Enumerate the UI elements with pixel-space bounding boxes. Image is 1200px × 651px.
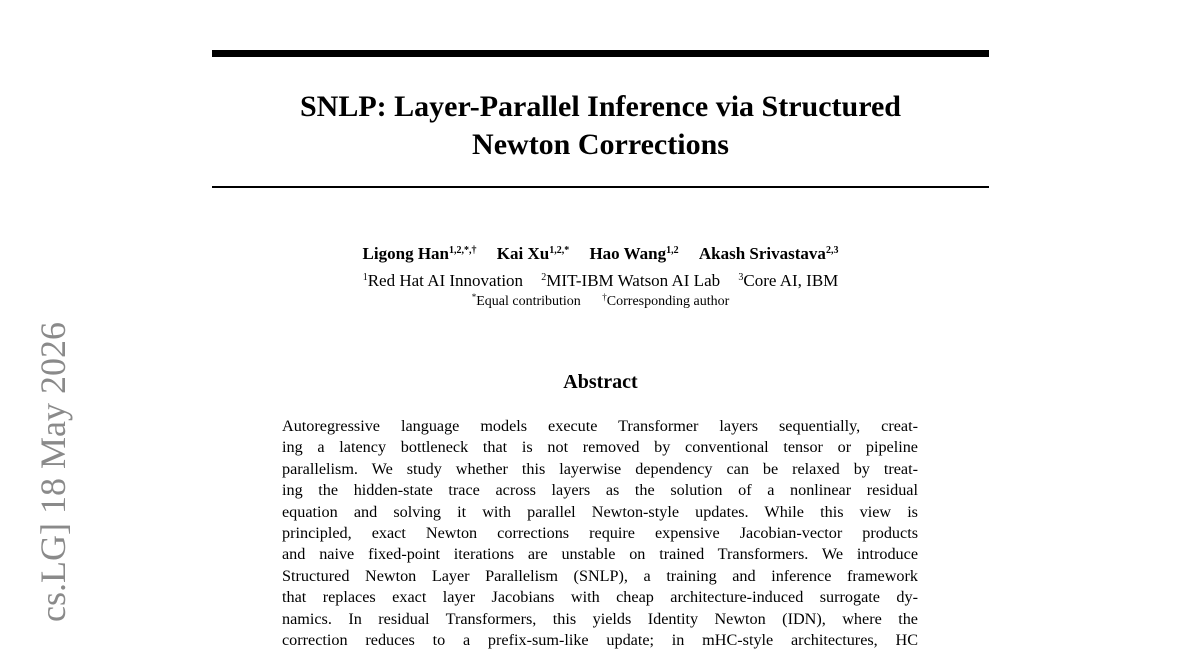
author	[699, 244, 839, 263]
title-bottom-rule	[212, 186, 989, 188]
author-affiliation-marks: 1,2,*	[549, 245, 570, 256]
abstract-line: and naive fixed-point iterations are unstable on trained Transformers. We introduce	[282, 545, 918, 564]
author-affiliation-marks: 1,2,*,†	[449, 245, 477, 256]
affiliation-name: MIT-IBM Watson AI Lab	[546, 271, 721, 290]
author	[589, 244, 678, 263]
affiliation-list	[212, 270, 989, 292]
arxiv-sidebar-stamp: cs.LG] 18 May 2026	[33, 322, 73, 622]
affiliation-mark: 1	[362, 272, 368, 283]
title-line-2: Newton Corrections	[472, 128, 729, 161]
paper-title	[212, 88, 989, 164]
abstract-line: Structured Newton Layer Parallelism (SNLP), a training and inference framework	[282, 566, 918, 585]
abstract-line: equation and solving it with parallel Newton-style updates. While this view is	[282, 502, 918, 521]
title-top-rule	[212, 50, 989, 57]
abstract-line: correction reduces to a prefix-sum-like update; in mHC-style architectures, HC	[282, 631, 918, 650]
abstract-heading: Abstract	[563, 371, 638, 393]
abstract-line: Autoregressive language models execute Transformer layers sequentially, creat-	[282, 417, 918, 435]
note-mark: †	[602, 292, 607, 302]
author-name: Hao Wang	[589, 244, 667, 263]
affiliation	[363, 271, 523, 290]
affiliation	[738, 271, 838, 290]
affiliation-name: Red Hat AI Innovation	[367, 271, 524, 290]
author-notes	[212, 293, 989, 311]
abstract-line: namics. In residual Transformers, this yields Identity Newton (IDN), where the	[282, 609, 918, 628]
abstract-line: parallelism. We study whether this layerwise dependency can be relaxed by treat-	[282, 459, 918, 478]
abstract-line: ing the hidden-state trace across layers as the solution of a nonlinear residual	[282, 481, 918, 500]
author-note	[602, 294, 729, 309]
author-affiliation-marks: 2,3	[825, 245, 839, 256]
author-name: Kai Xu	[496, 244, 550, 263]
author-affiliation-marks: 1,2	[666, 245, 679, 256]
abstract-body	[282, 416, 918, 651]
abstract-line: principled, exact Newton corrections require expensive Jacobian-vector products	[282, 524, 918, 543]
abstract-line: ing a latency bottleneck that is not removed by conventional tensor or pipeline	[282, 438, 918, 457]
note-text: Equal contribution	[476, 294, 581, 309]
author	[363, 244, 477, 263]
author-name: Ligong Han	[362, 244, 449, 263]
author-list	[212, 243, 989, 265]
affiliation-name: Core AI, IBM	[743, 271, 839, 290]
author	[497, 244, 569, 263]
abstract-line: that replaces exact layer Jacobians with cheap architecture-induced surrogate dy-	[282, 588, 918, 607]
affiliation-mark: 3	[738, 272, 744, 283]
title-line-1: SNLP: Layer-Parallel Inference via Structured	[300, 90, 901, 123]
affiliation-mark: 2	[541, 272, 547, 283]
author-note	[472, 294, 581, 309]
note-mark: *	[471, 292, 477, 302]
note-text: Corresponding author	[606, 294, 730, 309]
author-name: Akash Srivastava	[698, 244, 826, 263]
affiliation	[541, 271, 720, 290]
